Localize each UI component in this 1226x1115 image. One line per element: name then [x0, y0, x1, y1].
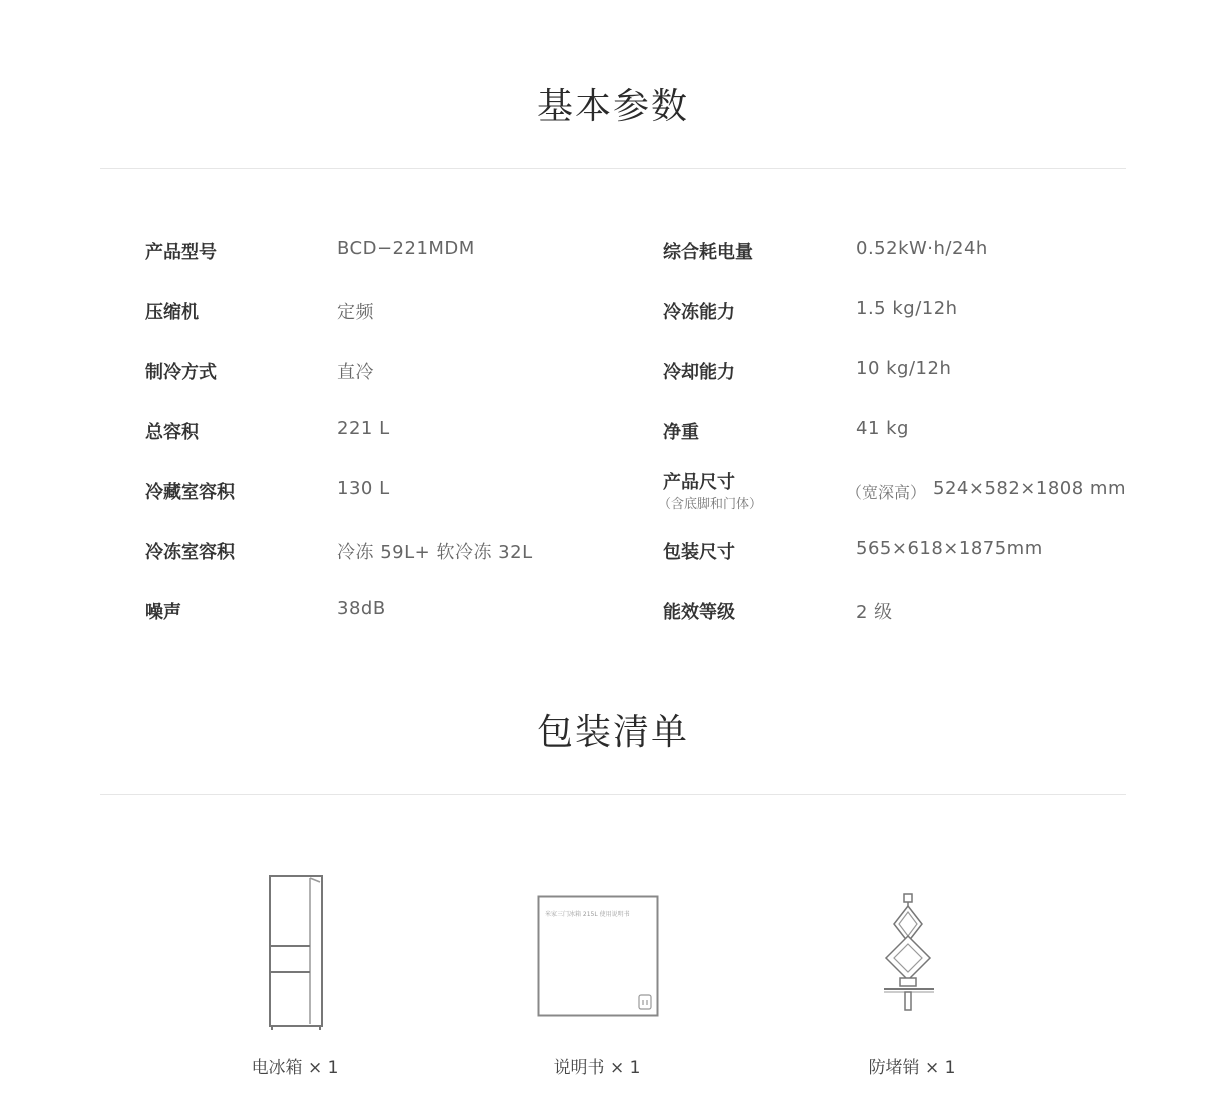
spec-label: 包装尺寸 [663, 542, 735, 563]
spec-value: 0.52kW·h/24h [856, 238, 988, 259]
spec-sublabel: （含底脚和门体） [658, 497, 763, 512]
params-divider [100, 168, 1126, 169]
pack-item-label: 电冰箱 × 1 [251, 1058, 339, 1078]
spec-value: 524×582×1808 mm [933, 478, 1126, 499]
pack-item-label: 说明书 × 1 [553, 1058, 641, 1078]
spec-value: 2 级 [856, 602, 893, 623]
spec-value-prefix: （宽深高） [846, 483, 927, 502]
spec-label: 产品尺寸 [663, 472, 735, 493]
spec-value: 1.5 kg/12h [856, 298, 958, 319]
spec-label: 冷却能力 [663, 362, 735, 383]
spec-label: 冷藏室容积 [145, 482, 235, 503]
spec-value: BCD−221MDM [337, 238, 475, 259]
spec-label: 噪声 [145, 602, 181, 623]
manual-icon [537, 895, 661, 1019]
params-title: 基本参数 [536, 86, 689, 127]
spec-value: 565×618×1875mm [856, 538, 1043, 559]
packing-title: 包装清单 [536, 712, 689, 753]
pack-item-label: 防堵销 × 1 [868, 1058, 956, 1078]
spec-label: 制冷方式 [145, 362, 217, 383]
spec-label: 冷冻能力 [663, 302, 735, 323]
spec-label: 压缩机 [145, 302, 199, 323]
spec-value: 38dB [337, 598, 386, 619]
spec-label: 冷冻室容积 [145, 542, 235, 563]
spec-value: 冷冻 59L+ 软冷冻 32L [337, 542, 533, 563]
spec-value: 10 kg/12h [856, 358, 952, 379]
spec-label: 产品型号 [145, 242, 217, 263]
spec-label: 净重 [663, 422, 699, 443]
spec-value: 直冷 [337, 362, 374, 383]
spec-label: 综合耗电量 [663, 242, 753, 263]
fridge-icon [262, 872, 328, 1032]
packing-divider [100, 794, 1126, 795]
manual-cover-text: 米家三门冰箱 215L 使用说明书 [545, 911, 630, 918]
spec-value: 定频 [337, 302, 374, 323]
spec-label: 总容积 [145, 422, 199, 443]
spec-value: 41 kg [856, 418, 909, 439]
anti-clog-pin-icon [882, 892, 936, 1014]
spec-value: 221 L [337, 418, 390, 439]
spec-value: 130 L [337, 478, 390, 499]
spec-label: 能效等级 [663, 602, 735, 623]
